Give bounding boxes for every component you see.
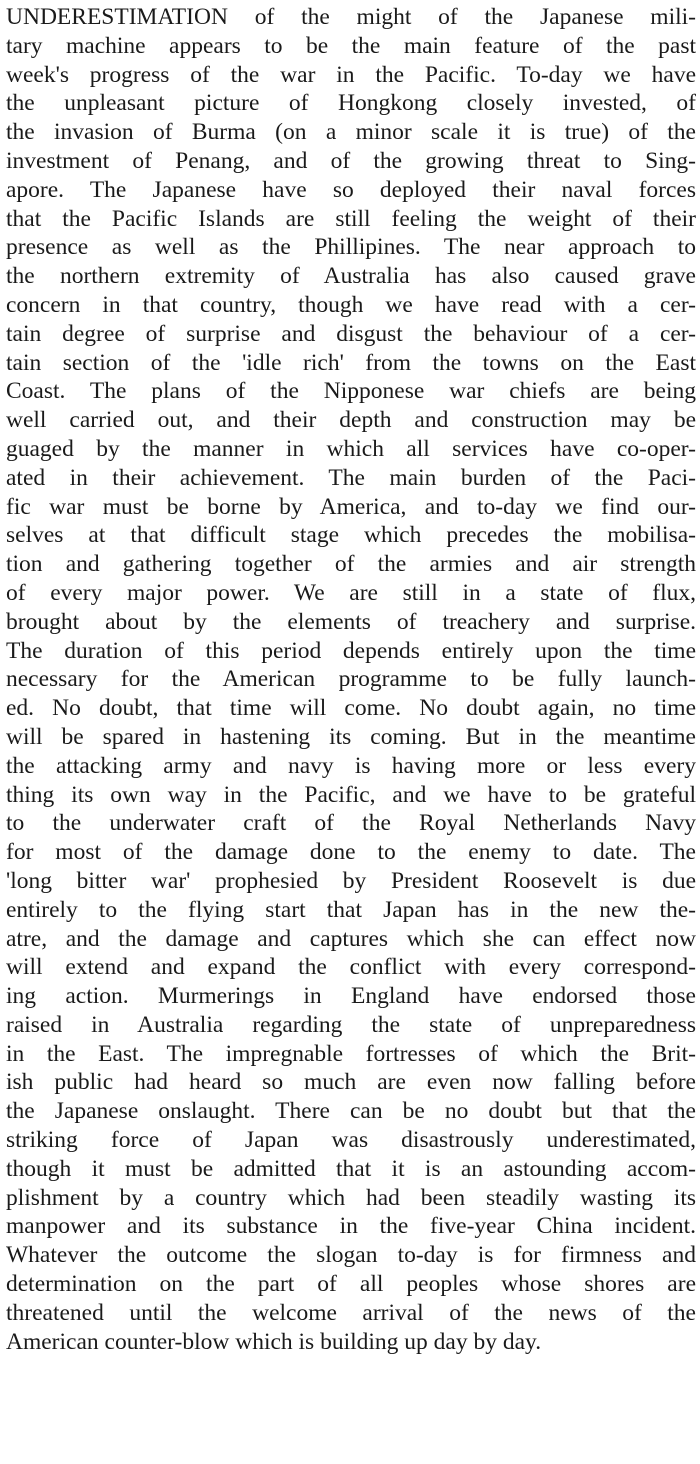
article-line: determination on the part of all peoples whose shores are xyxy=(6,1271,696,1298)
article-line: ish public had heard so much are even now falling before xyxy=(6,1069,696,1096)
article-line: the attacking army and navy is having more or less every xyxy=(6,752,696,779)
article-line: American counter-blow which is building up day by day. xyxy=(6,1328,542,1355)
article-line: tain section of the 'idle rich' from the towns on the East xyxy=(6,349,696,376)
article-line: ated in their achievement. The main burden of the Paci- xyxy=(6,464,696,491)
article-line: for most of the damage done to the enemy to date. The xyxy=(6,839,696,866)
article-line: 'long bitter war' prophesied by President Roosevelt is due xyxy=(6,867,696,894)
article-line: thing its own way in the Pacific, and we have to be grateful xyxy=(6,781,696,808)
article-line: tain degree of surprise and disgust the behaviour of a cer- xyxy=(6,320,696,347)
article-line: the unpleasant picture of Hongkong closely invested, of xyxy=(6,90,696,117)
article-line: will be spared in hastening its coming. But in the meantime xyxy=(6,723,696,750)
article-line: raised in Australia regarding the state of unpreparedness xyxy=(6,1011,696,1038)
article-line: apore. The Japanese have so deployed their naval forces xyxy=(6,176,696,203)
article-line: tary machine appears to be the main feature of the past xyxy=(6,32,696,59)
article-line: investment of Penang, and of the growing threat to Sing- xyxy=(6,147,696,174)
article-line: striking force of Japan was disastrously underestimated, xyxy=(6,1127,696,1154)
article-line: to the underwater craft of the Royal Netherlands Navy xyxy=(6,810,696,837)
article-line: UNDERESTIMATION of the might of the Japanese mili- xyxy=(6,4,696,30)
article-line: selves at that difficult stage which precedes the mobilisa- xyxy=(6,522,696,549)
article-line: ing action. Murmerings in England have endorsed those xyxy=(6,983,696,1010)
article-line: will extend and expand the conflict with every correspond- xyxy=(6,954,696,981)
article-line: The duration of this period depends entirely upon the time xyxy=(6,637,696,664)
article-line: the northern extremity of Australia has also caused grave xyxy=(6,263,696,290)
article-line: week's progress of the war in the Pacific. To-day we have xyxy=(6,61,696,88)
article-line: of every major power. We are still in a state of flux, xyxy=(6,579,696,606)
article-line: that the Pacific Islands are still feeling the weight of their xyxy=(6,205,696,232)
article-body xyxy=(6,3,696,1356)
article-line: the invasion of Burma (on a minor scale it is true) of the xyxy=(6,119,696,146)
article-line: well carried out, and their depth and construction may be xyxy=(6,407,696,434)
article-line: presence as well as the Phillipines. The near approach to xyxy=(6,234,696,261)
article-line: brought about by the elements of treachery and surprise. xyxy=(6,608,696,635)
article-line: concern in that country, though we have read with a cer- xyxy=(6,291,696,318)
article-line: entirely to the flying start that Japan has in the new the- xyxy=(6,896,696,923)
article-line: Whatever the outcome the slogan to-day is for firmness and xyxy=(6,1242,696,1269)
article-line: manpower and its substance in the five-year China incident. xyxy=(6,1213,696,1240)
article-line: in the East. The impregnable fortresses of which the Brit- xyxy=(6,1040,696,1067)
article-line: necessary for the American programme to be fully launch- xyxy=(6,666,696,693)
article-line: though it must be admitted that it is an astounding accom- xyxy=(6,1155,696,1182)
article-line: threatened until the welcome arrival of the news of the xyxy=(6,1299,696,1326)
article-line: ed. No doubt, that time will come. No doubt again, no time xyxy=(6,695,696,722)
article-line: plishment by a country which had been steadily wasting its xyxy=(6,1184,696,1211)
article-line: tion and gathering together of the armies and air strength xyxy=(6,551,696,578)
article-line: the Japanese onslaught. There can be no doubt but that the xyxy=(6,1098,696,1125)
article-line: fic war must be borne by America, and to-day we find our- xyxy=(6,493,696,520)
article-line: Coast. The plans of the Nipponese war chiefs are being xyxy=(6,378,696,405)
article-line: guaged by the manner in which all services have co-oper- xyxy=(6,435,696,462)
article-line: atre, and the damage and captures which she can effect now xyxy=(6,925,696,952)
